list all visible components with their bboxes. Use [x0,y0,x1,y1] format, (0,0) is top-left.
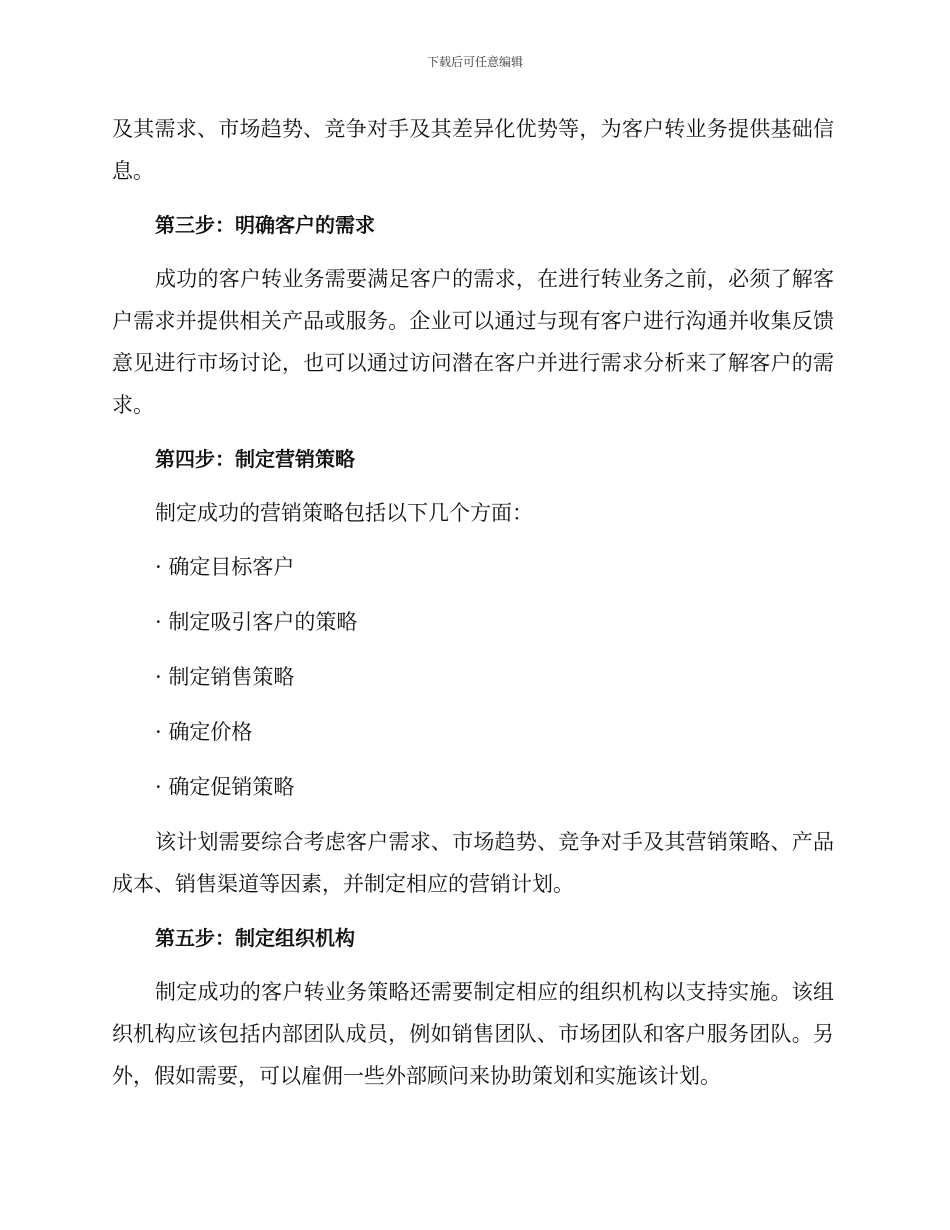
paragraph-continued: 及其需求、市场趋势、竞争对手及其差异化优势等，为客户转业务提供基础信息。 [112,117,834,183]
document-body [112,108,834,1109]
bullet-item: · 制定吸引客户的策略 [155,610,358,634]
bullet-item: · 确定目标客户 [155,555,295,579]
heading-step-three: 第三步：明确客户的需求 [155,213,375,237]
paragraph-step-five: 制定成功的客户转业务策略还需要制定相应的组织机构以支持实施。该组织机构应该包括内部团队成员，例如销售团队、市场团队和客户服务团队。另外，假如需要，可以雇佣一些外部顾问来协助策划和实施该计划。 [112,980,834,1088]
page-header: 下载后可任意编辑 [426,55,523,69]
bullet-item: · 制定销售策略 [155,665,295,689]
bullet-item: · 确定促销策略 [155,775,295,799]
paragraph-step-three: 成功的客户转业务需要满足客户的需求，在进行转业务之前，必须了解客户需求并提供相关产品或服务。企业可以通过与现有客户进行沟通并收集反馈意见进行市场讨论，也可以通过访问潜在客户并进行需求分析来了解客户的需求。 [112,267,834,417]
paragraph-strategy-intro: 制定成功的营销策略包括以下几个方面： [155,501,533,525]
heading-step-four: 第四步：制定营销策略 [155,447,355,471]
paragraph-marketing-plan: 该计划需要综合考虑客户需求、市场趋势、竞争对手及其营销策略、产品成本、销售渠道等因素，并制定相应的营销计划。 [112,830,834,896]
bullet-item: · 确定价格 [155,720,253,744]
heading-step-five: 第五步：制定组织机构 [155,926,355,950]
